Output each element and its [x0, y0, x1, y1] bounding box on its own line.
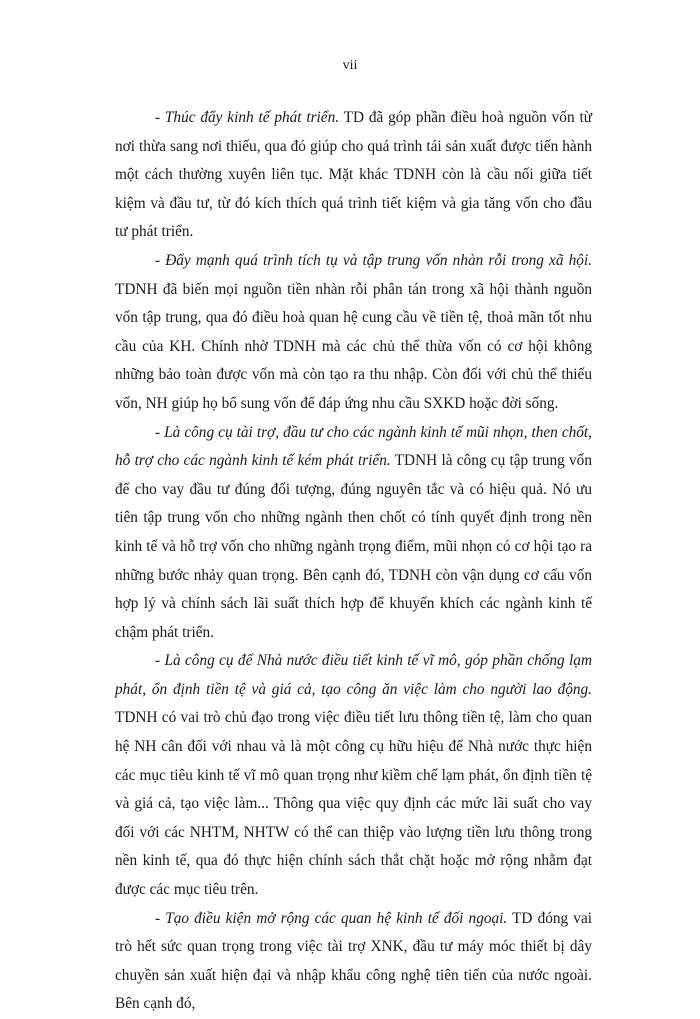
paragraph-macro-regulation — [115, 647, 592, 904]
paragraph-text: TDNH là công cụ tập trung vốn để cho vay đầu tư đúng đối tượng, đúng nguyên tắc và có hiệu quả. Nó ưu tiên tập trung vốn cho những ngành then chốt có tính quyết định trong nền kinh tế và hỗ trợ vốn cho những ngành trọng điểm, mũi nhọn có cơ hội tạo ra những bước nhảy quan trọng. Bên cạnh đó, TDNH còn vận dụng cơ cấu vốn hợp lý và chính sách lãi suất thích hợp để khuyến khích các ngành kinh tế chậm phát triển. — [115, 452, 592, 641]
page-number: vii — [342, 58, 358, 73]
paragraph-economic-growth — [115, 104, 592, 247]
paragraph-lead: - Đẩy mạnh quá trình tích tụ và tập trung vốn nhàn rỗi trong xã hội. — [155, 251, 592, 269]
paragraph-sector-funding — [115, 419, 592, 648]
paragraph-lead: - Là công cụ tài trợ, đầu tư cho các ngành kinh tế mũi nhọn, then chốt, hỗ trợ cho các ngành kinh tế kém phát triển. — [115, 423, 592, 470]
paragraph-text: TD đã góp phần điều hoà nguồn vốn từ nơi thừa sang nơi thiếu, qua đó giúp cho quá trình tái sản xuất được tiến hành một cách thường xuyên liên tục. Mặt khác TDNH còn là cầu nối giữa tiết kiệm và đầu tư, từ đó kích thích quá trình tiết kiệm và gia tăng vốn cho đầu tư phát triển. — [115, 109, 592, 241]
paragraph-lead: - Tạo điều kiện mở rộng các quan hệ kinh tế đối ngoại. — [155, 909, 508, 927]
paragraph-text: TDNH đã biến mọi nguồn tiền nhàn rỗi phân tán trong xã hội thành nguồn vốn tập trung, qua đó điều hoà quan hệ cung cầu về tiền tệ, thoả mãn tốt nhu cầu của KH. Chính nhờ TDNH mà các chủ thể thừa vốn có cơ hội không những bảo toàn được vốn mà còn tạo ra thu nhập. Còn đối với chủ thể thiếu vốn, NH giúp họ bổ sung vốn để đáp ứng nhu cầu SXKD hoặc đời sống. — [115, 280, 592, 412]
paragraph-text: TDNH có vai trò chủ đạo trong việc điều tiết lưu thông tiền tệ, làm cho quan hệ NH cân đối với nhau và là một công cụ hữu hiệu để Nhà nước thực hiện các mục tiêu kinh tế vĩ mô quan trọng như kiềm chế lạm phát, ổn định tiền tệ và giá cả, tạo việc làm... Thông qua việc quy định các mức lãi suất cho vay đối với các NHTM, NHTW có thể can thiệp vào lượng tiền lưu thông trong nền kinh tế, qua đó thực hiện chính sách thắt chặt hoặc mở rộng nhằm đạt được các mục tiêu trên. — [115, 709, 592, 899]
paragraph-foreign-relations — [115, 905, 592, 1019]
paragraph-capital-accumulation — [115, 247, 592, 419]
body-text — [115, 104, 592, 1019]
paragraph-text: TD đóng vai trò hết sức quan trọng trong việc tài trợ XNK, đầu tư máy móc thiết bị dây chuyền sản xuất hiện đại và nhập khẩu công nghệ tiên tiến của nước ngoài. Bên cạnh đó, — [115, 909, 593, 1013]
paragraph-lead: - Thúc đẩy kinh tế phát triển. — [155, 109, 340, 126]
paragraph-lead: - Là công cụ để Nhà nước điều tiết kinh tế vĩ mô, góp phần chống lạm phát, ổn định tiền tệ và giá cả, tạo công ăn việc làm cho người lao động. — [115, 652, 592, 698]
